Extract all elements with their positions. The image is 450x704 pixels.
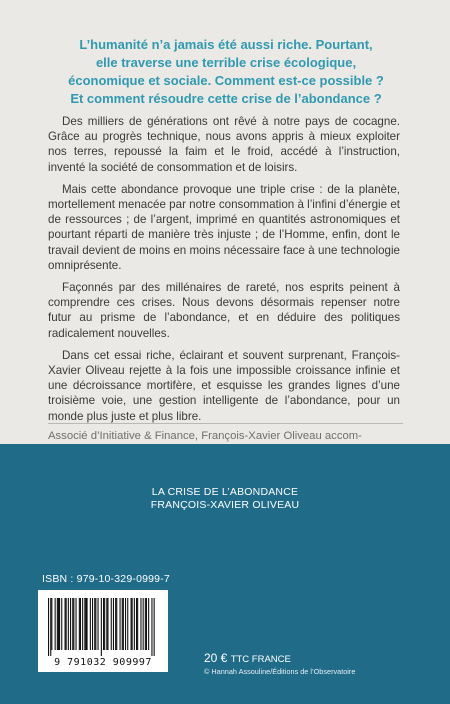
barcode-bar [65, 598, 66, 650]
barcode-bar [59, 598, 60, 650]
isbn: ISBN : 979-10-329-0999-7 [42, 573, 170, 585]
photo-credit: © Hannah Assouline/Éditions de l’Observatoire [204, 667, 356, 676]
barcode-bar [80, 598, 81, 650]
barcode-bar [95, 598, 96, 650]
author-bio: Associé d’Initiative & Finance, François-Xavier Oliveau accom- [48, 430, 362, 442]
blurb [48, 114, 400, 431]
barcode-bar [90, 598, 91, 650]
book-title-block [0, 486, 450, 512]
barcode-bar [148, 598, 149, 650]
barcode-bar [136, 598, 137, 650]
barcode-bar [111, 598, 112, 650]
barcode-bar [79, 598, 80, 650]
barcode-bar [51, 598, 52, 650]
barcode-bar [132, 598, 133, 650]
barcode-bar [87, 598, 88, 650]
barcode-bar [116, 598, 117, 650]
barcode-bar [50, 598, 51, 656]
barcode-bar [57, 598, 58, 650]
barcode-bar [131, 598, 132, 650]
barcode-bar [107, 598, 108, 650]
price [204, 651, 291, 665]
barcode-bar [127, 598, 128, 650]
barcode-bar [125, 598, 126, 650]
barcode-bar [115, 598, 116, 650]
barcode-bar [73, 598, 74, 650]
barcode-bar [61, 598, 62, 650]
barcode-bar [72, 598, 73, 650]
blurb-paragraph: Façonnés par des millénaires de rareté, nos esprits peinent à comprendre ces crises. Nous devons désormais repenser notre futur au prisme de l’abondance, et en déduire des politiques radicalement nouvelles. [48, 281, 400, 340]
barcode-bar [48, 598, 49, 656]
barcode-digits: 9 791032 909997 [54, 657, 152, 668]
barcode-bar [85, 598, 86, 650]
barcode-bar [98, 598, 99, 650]
barcode-bar [55, 598, 56, 650]
barcode-bar [106, 598, 107, 650]
blurb-paragraph: Dans cet essai riche, éclairant et souvent surprenant, François-Xavier Oliveau rejette à la fois une impossible croissance infinie et une décroissance mortifère, et esquisse les grandes lignes d’une troisième voie, une gestion intelligente de l’abondance, pour un monde plus juste et plus libre. [48, 348, 400, 423]
blurb-paragraph: Mais cette abondance provoque une triple crise : de la planète, mortellement menacée par notre consommation à l’infini d’énergie et de ressources ; de l’argent, imprimé en quantités astronomiques et pourtant réparti de manière très injuste ; de l’Homme, enfin, dont le travail devient de moins en moins nécessaire face à une technologie omniprésente. [48, 182, 400, 272]
barcode-bar [84, 598, 85, 650]
book-author: FRANÇOIS-XAVIER OLIVEAU [150, 499, 300, 511]
barcode-bar [113, 598, 114, 650]
book-title: LA CRISE DE L’ABONDANCE [151, 486, 299, 498]
barcode-bar [68, 598, 69, 650]
barcode-bar [146, 598, 147, 650]
barcode-bar [58, 598, 59, 650]
divider [48, 423, 403, 424]
barcode-bar [103, 598, 104, 650]
barcode-bar [120, 598, 121, 650]
headline-line: L’humanité n’a jamais été aussi riche. Pourtant, [79, 37, 373, 52]
barcode-bar [94, 598, 95, 650]
barcode-bar [145, 598, 146, 650]
barcode-bar [123, 598, 124, 650]
barcode-bar [134, 598, 135, 650]
headline [40, 36, 412, 108]
headline-line: économique et sociale. Comment est-ce possible ? [68, 73, 384, 88]
headline-line: elle traverse une terrible crise écologique, [95, 55, 357, 70]
barcode-bar [143, 598, 144, 650]
barcode-bar [76, 598, 77, 650]
barcode-bar [70, 598, 71, 650]
headline-line: Et comment résoudre cette crise de l’abondance ? [70, 91, 382, 106]
barcode-bar [140, 598, 141, 650]
barcode-bar [101, 598, 102, 656]
barcode-bar [151, 598, 152, 656]
barcode-bar [122, 598, 123, 650]
barcode-bar [82, 598, 83, 650]
price-suffix: TTC FRANCE [230, 654, 291, 665]
barcode-bar [92, 598, 93, 650]
barcode [38, 590, 168, 672]
barcode-bar [137, 598, 138, 650]
barcode-bar [154, 598, 155, 656]
barcode-bar [66, 598, 67, 650]
barcode-bars [38, 590, 168, 656]
price-value: 20 € [204, 651, 228, 665]
barcode-bar [104, 598, 105, 650]
blurb-paragraph: Des milliers de générations ont rêvé à notre pays de cocagne. Grâce au progrès technique, nous avons appris à mieux exploiter nos terres, repoussé la faim et le froid, accédé à l’instruction, inventé la société de consommation et de loisirs. [48, 115, 400, 174]
